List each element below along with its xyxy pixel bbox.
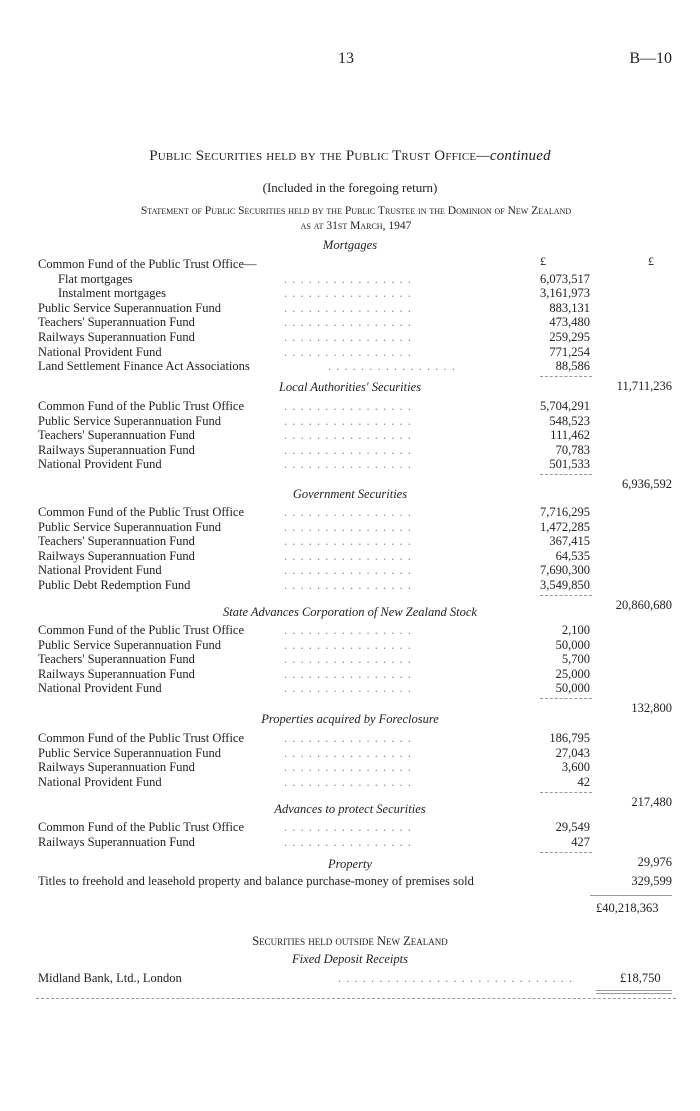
row-label: National Provident Fund bbox=[38, 457, 162, 472]
grand-total-rule-top bbox=[590, 895, 672, 896]
row-label: Public Debt Redemption Fund bbox=[38, 578, 191, 592]
table-row bbox=[38, 315, 678, 330]
table-row bbox=[38, 835, 678, 850]
statement-line-1: Statement of Public Securities held by the Public Trustee in the Dominion of New Zealand bbox=[140, 205, 572, 217]
table-row bbox=[38, 330, 678, 345]
table-row bbox=[38, 301, 678, 316]
property-row bbox=[38, 874, 678, 889]
row-amount: 7,690,300 bbox=[540, 563, 590, 578]
row-amount: 6,073,517 bbox=[540, 271, 590, 286]
row-label: National Provident Fund bbox=[38, 681, 162, 696]
outside-total-rule bbox=[596, 990, 672, 991]
table-row bbox=[38, 746, 678, 761]
subtotal-rule bbox=[540, 474, 592, 475]
table-row bbox=[38, 549, 678, 564]
table-row bbox=[38, 505, 678, 520]
advances-heading: Advances to protect Securities bbox=[274, 802, 426, 816]
row-amount: 2,100 bbox=[561, 623, 590, 637]
row-label: Titles to freehold and leasehold property and balance purchase-money of premises sold bbox=[38, 874, 474, 888]
table-row bbox=[38, 652, 678, 667]
table-row bbox=[38, 443, 678, 458]
row-label: Railways Superannuation Fund bbox=[38, 760, 195, 775]
row-label: Common Fund of the Public Trust Office bbox=[38, 820, 245, 834]
leader-dots: . . . . . . . . . . . . . . . . bbox=[284, 820, 412, 834]
table-row bbox=[38, 731, 678, 746]
table-row bbox=[38, 399, 678, 414]
local-total: 6,936,592 bbox=[622, 477, 672, 492]
row-amount: 3,549,850 bbox=[540, 578, 590, 592]
leader-dots: . . . . . . . . . . . . . . . . bbox=[284, 666, 412, 681]
table-row bbox=[38, 563, 678, 578]
leader-dots: . . . . . . . . . . . . . . . . bbox=[284, 731, 412, 745]
row-amount: 771,254 bbox=[549, 344, 590, 359]
row-amount: 427 bbox=[571, 834, 590, 849]
mortgages-heading: Mortgages bbox=[322, 238, 378, 252]
table-row bbox=[38, 428, 678, 443]
row-label: Common Fund of the Public Trust Office bbox=[38, 399, 245, 413]
government-total: 20,860,680 bbox=[615, 598, 672, 612]
row-amount: 88,586 bbox=[555, 359, 590, 374]
leader-dots: . . . . . . . . . . . . . . . . bbox=[284, 548, 412, 563]
leader-dots: . . . . . . . . . . . . . . . . bbox=[284, 399, 412, 413]
row-amount: 42 bbox=[577, 774, 590, 789]
leader-dots: . . . . . . . . . . . . . . . . bbox=[284, 271, 412, 286]
leader-dots: . . . . . . . . . . . . . . . . bbox=[284, 623, 412, 637]
title-main: Public Securities held by the Public Trust Office bbox=[149, 148, 477, 164]
leader-dots: . . . . . . . . . . . . . . . . bbox=[284, 428, 412, 443]
leader-dots: . . . . . . . . . . . . . . . . bbox=[284, 300, 412, 315]
table-row bbox=[38, 578, 678, 593]
row-label: Public Service Superannuation Fund bbox=[38, 300, 221, 315]
leader-dots: . . . . . . . . . . . . . . . . bbox=[284, 563, 412, 578]
row-label: Teachers' Superannuation Fund bbox=[38, 534, 195, 549]
leader-dots: . . . . . . . . . . . . . . . . bbox=[284, 637, 412, 652]
row-amount: 186,795 bbox=[549, 731, 590, 745]
local-heading: Local Authorities' Securities bbox=[278, 380, 422, 394]
leader-dots: . . . . . . . . . . . . . . . . bbox=[284, 760, 412, 775]
leader-dots: . . . . . . . . . . . . . . . . bbox=[284, 519, 412, 534]
table-row bbox=[38, 623, 678, 638]
outside-total: £18,750 bbox=[620, 971, 661, 985]
page-title bbox=[0, 148, 700, 165]
properties-heading: Properties acquired by Foreclosure bbox=[261, 712, 439, 726]
row-label: Common Fund of the Public Trust Office bbox=[38, 505, 245, 519]
row-label: Railways Superannuation Fund bbox=[38, 834, 195, 849]
table-row bbox=[38, 414, 678, 429]
row-label: Railways Superannuation Fund bbox=[38, 442, 195, 457]
table-row bbox=[38, 820, 678, 835]
row-amount: 70,783 bbox=[555, 442, 590, 457]
row-amount: 883,131 bbox=[549, 300, 590, 315]
row-label: Common Fund of the Public Trust Office bbox=[38, 623, 245, 637]
row-amount: 548,523 bbox=[549, 413, 590, 428]
row-amount: 50,000 bbox=[555, 637, 590, 652]
leader-dots: . . . . . . . . . . . . . . . . bbox=[284, 745, 412, 760]
row-amount: 5,700 bbox=[561, 652, 590, 667]
row-amount: 64,535 bbox=[555, 548, 590, 563]
table-row bbox=[38, 681, 678, 696]
row-amount: 501,533 bbox=[549, 457, 590, 472]
page-subtitle: (Included in the foregoing return) bbox=[262, 180, 438, 195]
row-label: Common Fund of the Public Trust Office— bbox=[38, 257, 257, 271]
properties-total: 217,480 bbox=[631, 794, 672, 809]
table-row bbox=[38, 638, 678, 653]
leader-dots: . . . . . . . . . . . . . . . . bbox=[284, 834, 412, 849]
row-label: National Provident Fund bbox=[38, 563, 162, 578]
leader-dots: . . . . . . . . . . . . . . . . bbox=[284, 413, 412, 428]
leader-dots: . . . . . . . . . . . . . . . . . . . . . . . . . . . . . bbox=[338, 971, 574, 985]
document-reference: B—10 bbox=[629, 50, 672, 67]
subtotal-rule bbox=[540, 376, 592, 377]
leader-dots: . . . . . . . . . . . . . . . . bbox=[284, 344, 412, 359]
row-amount: 50,000 bbox=[555, 681, 590, 696]
mortgages-total: 11,711,236 bbox=[616, 379, 672, 394]
statement-heading bbox=[36, 204, 676, 234]
leader-dots: . . . . . . . . . . . . . . . . bbox=[328, 359, 456, 374]
row-amount: 111,462 bbox=[550, 428, 590, 443]
row-label: Land Settlement Finance Act Associations bbox=[38, 359, 250, 374]
row-label: Railways Superannuation Fund bbox=[38, 330, 195, 344]
title-continued: —continued bbox=[476, 148, 551, 164]
leader-dots: . . . . . . . . . . . . . . . . bbox=[284, 442, 412, 457]
outside-nz-heading: Securities held outside New Zealand bbox=[252, 934, 448, 948]
table-row bbox=[38, 272, 678, 287]
table-row bbox=[38, 775, 678, 790]
leader-dots: . . . . . . . . . . . . . . . . bbox=[284, 330, 412, 344]
row-label: Instalment mortgages bbox=[58, 286, 166, 301]
currency-symbol-col2: £ bbox=[648, 254, 654, 268]
row-amount: 259,295 bbox=[549, 330, 590, 344]
leader-dots: . . . . . . . . . . . . . . . . bbox=[284, 578, 412, 592]
outside-row bbox=[38, 971, 678, 986]
row-label: Railways Superannuation Fund bbox=[38, 666, 195, 681]
leader-dots: . . . . . . . . . . . . . . . . bbox=[284, 457, 412, 472]
row-amount: 5,704,291 bbox=[540, 399, 590, 413]
statement-line-2: as at 31st March, 1947 bbox=[300, 220, 412, 232]
table-row bbox=[38, 257, 678, 272]
fixed-deposit-heading: Fixed Deposit Receipts bbox=[292, 952, 408, 966]
table-row bbox=[38, 345, 678, 360]
row-amount: 7,716,295 bbox=[540, 505, 590, 519]
leader-dots: . . . . . . . . . . . . . . . . bbox=[284, 315, 412, 330]
table-row bbox=[38, 534, 678, 549]
table-row bbox=[38, 286, 678, 301]
row-label: Public Service Superannuation Fund bbox=[38, 745, 221, 760]
row-amount: 29,549 bbox=[555, 820, 590, 834]
outside-total-rule-2 bbox=[596, 993, 672, 994]
row-label: National Provident Fund bbox=[38, 344, 162, 359]
state-advances-total: 132,800 bbox=[631, 701, 672, 716]
leader-dots: . . . . . . . . . . . . . . . . bbox=[284, 681, 412, 696]
page-number: 13 bbox=[338, 50, 354, 67]
row-label: Public Service Superannuation Fund bbox=[38, 413, 221, 428]
property-total: 329,599 bbox=[631, 874, 672, 888]
row-label: Public Service Superannuation Fund bbox=[38, 519, 221, 534]
row-amount: 27,043 bbox=[555, 745, 590, 760]
row-label: Flat mortgages bbox=[58, 271, 133, 286]
leader-dots: . . . . . . . . . . . . . . . . bbox=[284, 286, 412, 301]
subtotal-rule bbox=[540, 595, 592, 596]
row-label: Teachers' Superannuation Fund bbox=[38, 428, 195, 443]
row-label: Common Fund of the Public Trust Office bbox=[38, 731, 245, 745]
row-amount: 3,600 bbox=[561, 760, 590, 775]
row-label: National Provident Fund bbox=[38, 774, 162, 789]
table-row bbox=[38, 457, 678, 472]
government-heading: Government Securities bbox=[292, 487, 408, 501]
row-amount: 367,415 bbox=[549, 534, 590, 549]
row-label: Public Service Superannuation Fund bbox=[38, 637, 221, 652]
row-label: Midland Bank, Ltd., London bbox=[38, 971, 182, 985]
grand-total: £40,218,363 bbox=[596, 901, 659, 915]
row-amount: 25,000 bbox=[555, 666, 590, 681]
row-amount: 3,161,973 bbox=[540, 286, 590, 301]
table-row bbox=[38, 520, 678, 535]
table-row bbox=[38, 359, 678, 374]
leader-dots: . . . . . . . . . . . . . . . . bbox=[284, 774, 412, 789]
row-amount: 473,480 bbox=[549, 315, 590, 330]
subtotal-rule bbox=[540, 698, 592, 699]
state-advances-heading: State Advances Corporation of New Zealand Stock bbox=[223, 605, 477, 619]
currency-symbol-col1: £ bbox=[540, 254, 546, 268]
footer-rule bbox=[36, 998, 676, 999]
table-row bbox=[38, 760, 678, 775]
property-heading: Property bbox=[328, 857, 372, 871]
leader-dots: . . . . . . . . . . . . . . . . bbox=[284, 534, 412, 549]
row-label: Railways Superannuation Fund bbox=[38, 548, 195, 563]
row-label: Teachers' Superannuation Fund bbox=[38, 315, 195, 330]
row-amount: 1,472,285 bbox=[540, 519, 590, 534]
row-label: Teachers' Superannuation Fund bbox=[38, 652, 195, 667]
subtotal-rule bbox=[540, 792, 592, 793]
subtotal-rule bbox=[540, 852, 592, 853]
advances-total: 29,976 bbox=[637, 854, 672, 869]
leader-dots: . . . . . . . . . . . . . . . . bbox=[284, 505, 412, 519]
leader-dots: . . . . . . . . . . . . . . . . bbox=[284, 652, 412, 667]
table-row bbox=[38, 667, 678, 682]
